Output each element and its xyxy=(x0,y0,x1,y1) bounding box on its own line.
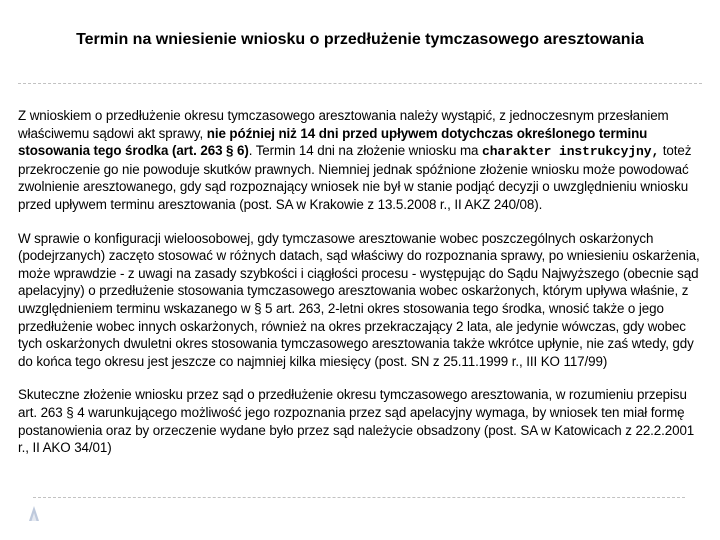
paragraph-1-text-a: Z wnioskiem o przedłużenie okresu tymczasowego aresztowania należy wystąpić, z jednoczesnym przesłaniem właściwemu sądowi akt sprawy, xyxy=(18,108,669,141)
paragraph-1-text-c: toteż przekroczenie go nie powoduje skutków prawnych. Niemniej jednak spóźnione złożenie wniosku może powodować zwolnienie aresztowanego, gdy sąd rozpoznający wniosek nie był w stanie podjąć decyzji o uwzględnieniu wniosku przed upływem terminu aresztowania (post. SA w Krakowie z 13.5.2008 r., II AKZ 240/08). xyxy=(18,143,692,212)
footer-divider xyxy=(33,497,685,498)
paragraph-1-text-b: . Termin 14 dni na złożenie wniosku ma xyxy=(248,143,483,159)
paragraph-3: Skuteczne złożenie wniosku przez sąd o przedłużenie okresu tymczasowego aresztowania, w rozumieniu przepisu art. 263 § 4 warunkującego możliwość jego rozpoznania przez sąd apelacyjny wymaga, by wniosek ten miał formę postanowienia oraz by orzeczenie wydane było przez sąd należycie obsadzony (post. SA w Katowicach z 22.2.2001 r., II AKO 34/01) xyxy=(18,387,695,456)
paragraph-1-instructional-bold: charakter instrukcyjny, xyxy=(482,144,660,160)
paragraph-1-deadline-bold: nie później niż 14 dni przed upływem dotychczas określonego terminu stosowania tego środka (art. 263 § 6) xyxy=(18,125,648,159)
slide-body xyxy=(18,107,706,473)
title-divider xyxy=(18,83,702,84)
paragraph-1 xyxy=(18,107,706,214)
slide-marker-icon xyxy=(27,504,41,522)
paragraph-2: W sprawie o konfiguracji wieloosobowej, gdy tymczasowe aresztowanie wobec poszczególnych oskarżonych (podejrzanych) zaczęto stosować w różnych datach, sąd właściwy do rozpoznania sprawy, po wniesieniu oskarżenia, może wprawdzie - z uwagi na zasady szybkości i ciągłości procesu - występując do Sądu Najwyższego (obecnie sąd apelacyjny) o przedłużenie stosowania tymczasowego aresztowania wobec oskarżonych, którym upływa właśnie, z uwzględnieniem terminu wskazanego w § 5 art. 263, 2-letni okres stosowania tego środka, wnosić także o jego przedłużenie wobec innych oskarżonych, również na okres przekraczający 2 lata, ale jedynie wówczas, gdy wobec tych oskarżonych dwuletni okres stosowania tymczasowego aresztowania także wkrótce upłynie, nie zaś wtedy, gdy do końca tego okresu jest jeszcze co najmniej kilka miesięcy (post. SN z 25.11.1999 r., III KO 117/99) xyxy=(18,230,700,369)
slide-title: Termin na wniesienie wniosku o przedłużenie tymczasowego aresztowania xyxy=(76,31,644,48)
